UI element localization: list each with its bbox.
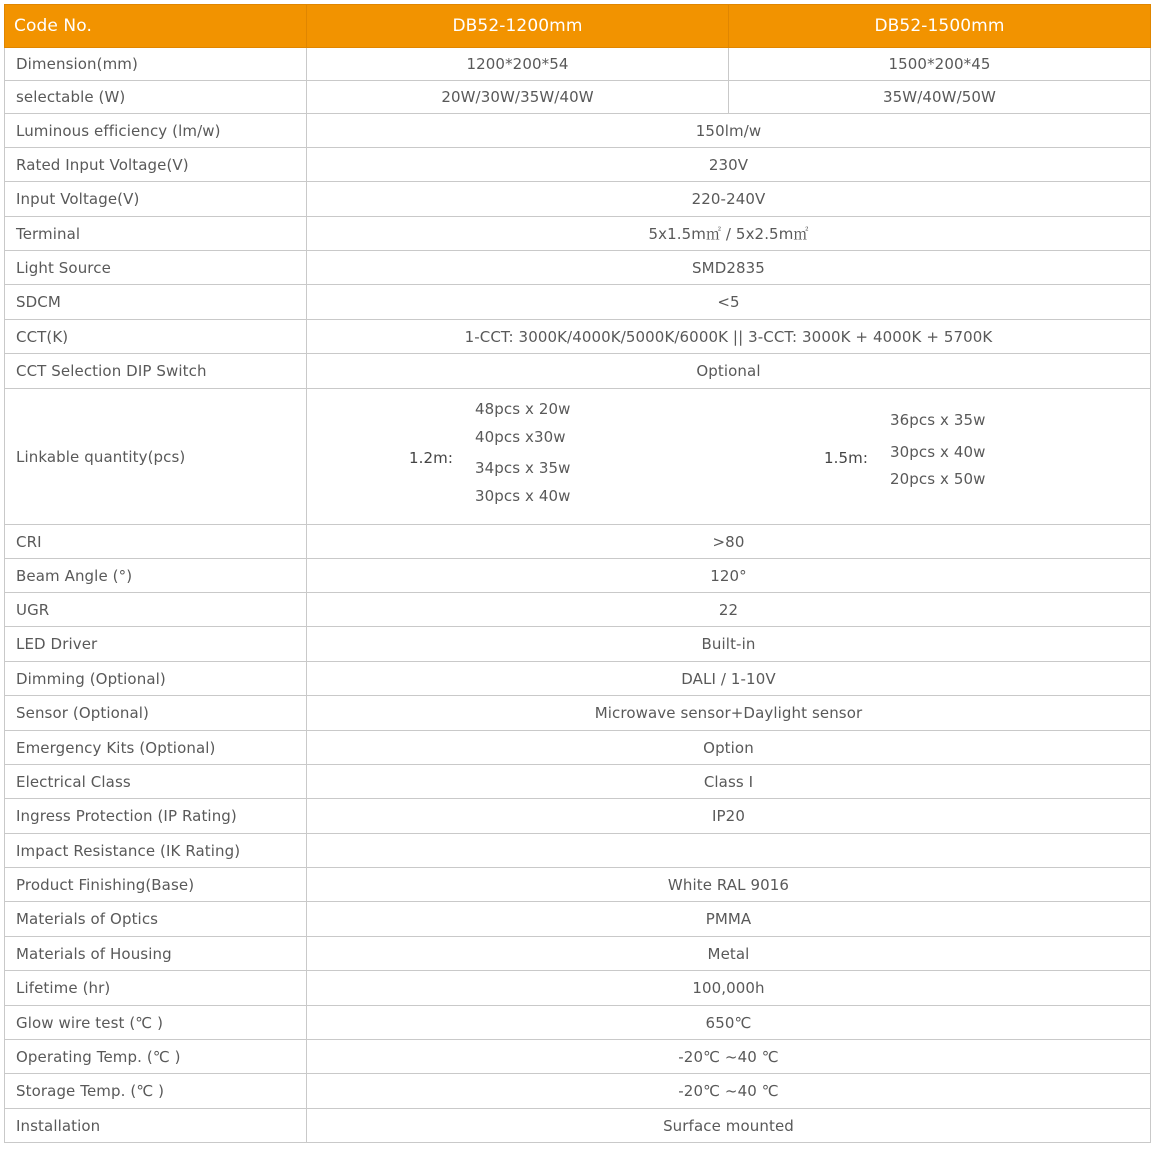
header-label: Code No. <box>5 5 307 48</box>
spec-row <box>5 525 1151 559</box>
spec-row <box>5 971 1151 1006</box>
spec-value-1500: 35W/40W/50W <box>729 81 1151 114</box>
spec-label: Light Source <box>5 251 307 285</box>
spec-value: 1-CCT: 3000K/4000K/5000K/6000K || 3-CCT: 3000K + 4000K + 5700K <box>307 320 1151 354</box>
spec-value: 650℃ <box>307 1006 1151 1040</box>
spec-value: DALI / 1-10V <box>307 662 1151 696</box>
spec-label: Lifetime (hr) <box>5 971 307 1006</box>
linkable-line: 36pcs x 35w <box>890 410 986 429</box>
spec-row <box>5 320 1151 354</box>
spec-value: 230V <box>307 148 1151 182</box>
spec-label: Dimension(mm) <box>5 48 307 81</box>
spec-row <box>5 559 1151 593</box>
spec-label: Materials of Housing <box>5 937 307 971</box>
spec-label: Materials of Optics <box>5 902 307 937</box>
spec-row <box>5 834 1151 868</box>
spec-value: -20℃ ~40 ℃ <box>307 1074 1151 1109</box>
spec-value: 120° <box>307 559 1151 593</box>
spec-label: selectable (W) <box>5 81 307 114</box>
spec-label: Luminous efficiency (lm/w) <box>5 114 307 148</box>
header-row <box>5 5 1151 48</box>
linkable-prefix: 1.5m: <box>824 448 869 467</box>
spec-value: Metal <box>307 937 1151 971</box>
spec-value: >80 <box>307 525 1151 559</box>
spec-row <box>5 114 1151 148</box>
spec-row <box>5 1006 1151 1040</box>
spec-label: Electrical Class <box>5 765 307 799</box>
spec-row <box>5 81 1151 114</box>
spec-label: SDCM <box>5 285 307 320</box>
spec-label: Installation <box>5 1109 307 1143</box>
spec-row <box>5 251 1151 285</box>
spec-value: Built-in <box>307 627 1151 662</box>
linkable-line: 34pcs x 35w <box>475 458 571 477</box>
spec-value: <5 <box>307 285 1151 320</box>
spec-value: Optional <box>307 354 1151 389</box>
spec-value: Microwave sensor+Daylight sensor <box>307 696 1151 731</box>
spec-row <box>5 1040 1151 1074</box>
spec-value: SMD2835 <box>307 251 1151 285</box>
spec-row <box>5 662 1151 696</box>
spec-row <box>5 148 1151 182</box>
spec-label: CRI <box>5 525 307 559</box>
linkable-line: 48pcs x 20w <box>475 399 571 418</box>
linkable-value <box>307 389 1151 525</box>
spec-value: 5x1.5m㎡ / 5x2.5m㎡ <box>307 217 1151 251</box>
spec-row <box>5 182 1151 217</box>
spec-row <box>5 285 1151 320</box>
spec-label: Operating Temp. (℃ ) <box>5 1040 307 1074</box>
spec-label: Beam Angle (°) <box>5 559 307 593</box>
spec-row <box>5 48 1151 81</box>
spec-row <box>5 731 1151 765</box>
spec-row <box>5 593 1151 627</box>
spec-row <box>5 627 1151 662</box>
spec-label: Rated Input Voltage(V) <box>5 148 307 182</box>
linkable-line: 30pcs x 40w <box>890 442 986 461</box>
spec-label: Dimming (Optional) <box>5 662 307 696</box>
spec-row <box>5 902 1151 937</box>
spec-row <box>5 696 1151 731</box>
spec-row <box>5 868 1151 902</box>
linkable-prefix: 1.2m: <box>409 448 454 467</box>
spec-value: IP20 <box>307 799 1151 834</box>
spec-row <box>5 799 1151 834</box>
spec-label: Terminal <box>5 217 307 251</box>
spec-table <box>4 4 1151 1143</box>
spec-label: Input Voltage(V) <box>5 182 307 217</box>
spec-row <box>5 765 1151 799</box>
spec-value <box>307 834 1151 868</box>
spec-row <box>5 1109 1151 1143</box>
spec-label: UGR <box>5 593 307 627</box>
spec-value: 22 <box>307 593 1151 627</box>
spec-label: Product Finishing(Base) <box>5 868 307 902</box>
spec-row <box>5 937 1151 971</box>
spec-value: Class I <box>307 765 1151 799</box>
spec-row <box>5 217 1151 251</box>
spec-value: 220-240V <box>307 182 1151 217</box>
spec-value: 150lm/w <box>307 114 1151 148</box>
spec-value-1200: 20W/30W/35W/40W <box>307 81 729 114</box>
spec-label: LED Driver <box>5 627 307 662</box>
linkable-line: 40pcs x30w <box>475 427 566 446</box>
header-col1: DB52-1200mm <box>307 5 729 48</box>
spec-row <box>5 1074 1151 1109</box>
spec-label: Emergency Kits (Optional) <box>5 731 307 765</box>
linkable-line: 20pcs x 50w <box>890 469 986 488</box>
linkable-label: Linkable quantity(pcs) <box>5 389 307 525</box>
spec-label: Impact Resistance (IK Rating) <box>5 834 307 868</box>
linkable-line: 30pcs x 40w <box>475 486 571 505</box>
spec-label: Sensor (Optional) <box>5 696 307 731</box>
spec-value: Surface mounted <box>307 1109 1151 1143</box>
spec-value: PMMA <box>307 902 1151 937</box>
spec-value-1500: 1500*200*45 <box>729 48 1151 81</box>
spec-value: Option <box>307 731 1151 765</box>
spec-value: -20℃ ~40 ℃ <box>307 1040 1151 1074</box>
spec-value-1200: 1200*200*54 <box>307 48 729 81</box>
spec-label: Ingress Protection (IP Rating) <box>5 799 307 834</box>
spec-row <box>5 354 1151 389</box>
spec-label: CCT Selection DIP Switch <box>5 354 307 389</box>
spec-label: Glow wire test (℃ ) <box>5 1006 307 1040</box>
spec-value: 100,000h <box>307 971 1151 1006</box>
spec-value: White RAL 9016 <box>307 868 1151 902</box>
spec-label: Storage Temp. (℃ ) <box>5 1074 307 1109</box>
spec-label: CCT(K) <box>5 320 307 354</box>
linkable-row <box>5 389 1151 525</box>
header-col2: DB52-1500mm <box>729 5 1151 48</box>
